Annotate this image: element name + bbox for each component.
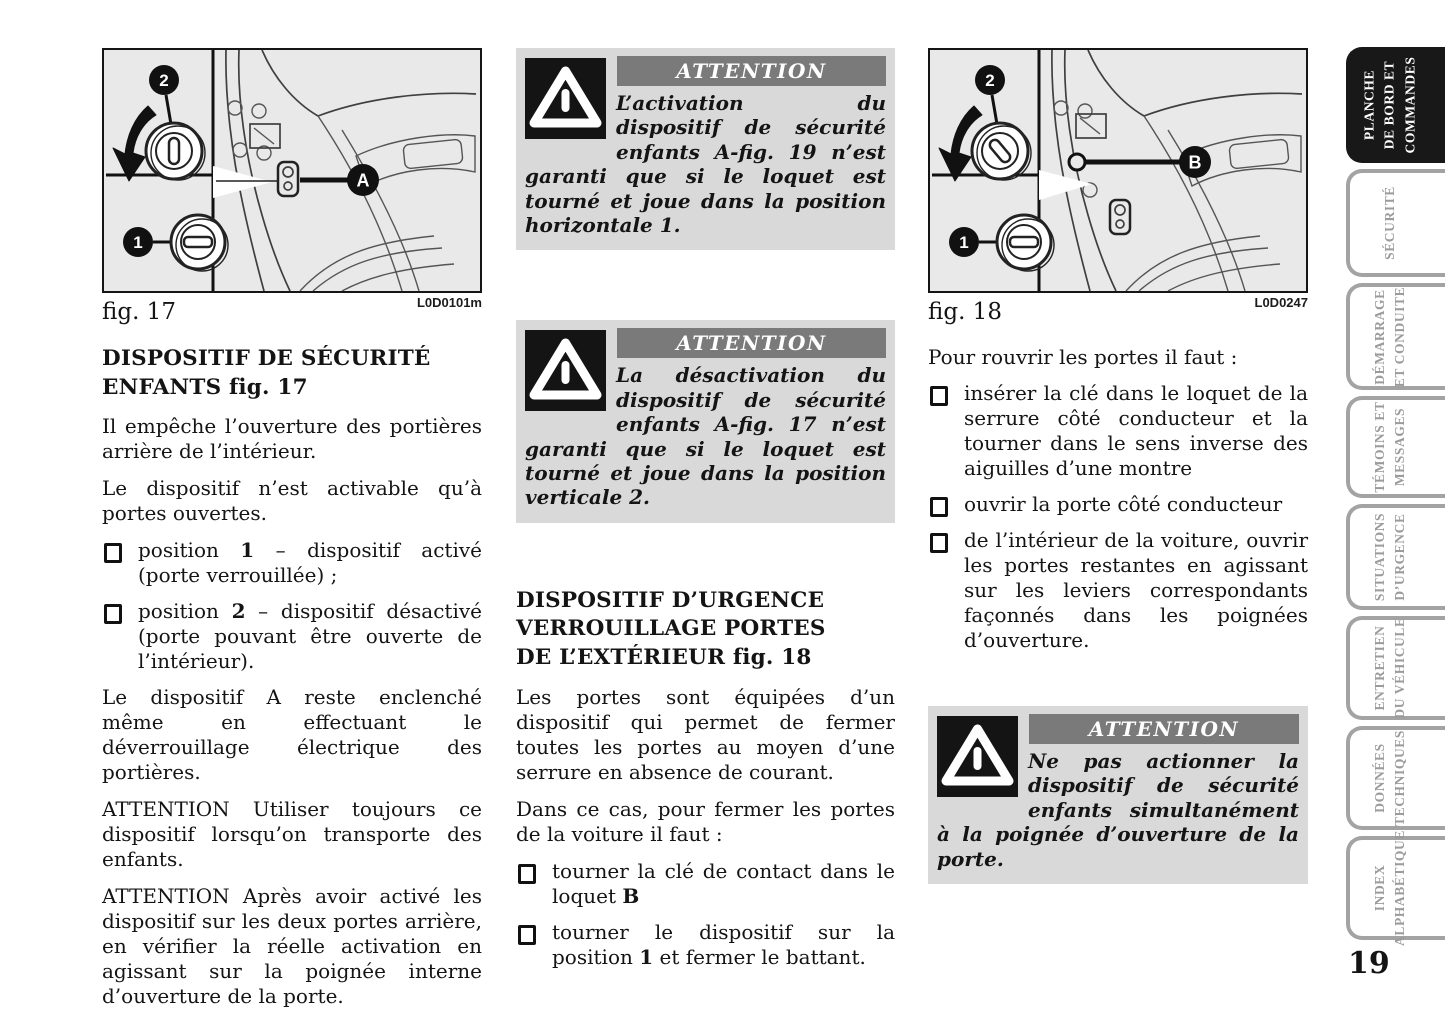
paragraph: Il empêche l’ouverture des portières arrière de l’intérieur. (102, 413, 482, 463)
sidebar-tab-temoins[interactable]: TÉMOINS ET MESSAGES (1346, 396, 1445, 498)
square-bullet-icon (104, 543, 122, 563)
attention-text: L’activation du dispositif de sécurité enfants A-fig. 19 n’est garanti que si le loquet est tourné et joue dans la position horizontale 1. (525, 91, 886, 237)
sidebar-tab-entretien[interactable]: ENTRETIEN DU VÉHICULE (1346, 616, 1445, 720)
svg-text:1: 1 (133, 233, 143, 253)
attention-box (516, 320, 895, 522)
warning-triangle-icon (937, 716, 1018, 797)
right-column (928, 48, 1308, 884)
square-bullet-icon (930, 386, 948, 406)
svg-text:B: B (1188, 152, 1202, 173)
attention-header: ATTENTION (617, 328, 886, 358)
figure-17 (102, 48, 482, 293)
sidebar-tab-demarrage[interactable]: DÉMARRAGE ET CONDUITE (1346, 283, 1445, 390)
list-item: insérer la clé dans le loquet de la serrure côté conducteur et la tourner dans le sens inverse des aiguilles d’une montre (928, 381, 1308, 481)
paragraph: Pour rouvrir les portes il faut : (928, 345, 1238, 369)
figure-17-caption: fig. 17 (102, 299, 176, 325)
attention-header: ATTENTION (1029, 714, 1299, 744)
paragraph: Dans ce cas, pour fermer les portes de la voiture il faut : (516, 797, 895, 847)
attention-header: ATTENTION (617, 56, 886, 86)
section-heading-child-safety: DISPOSITIF DE SÉCURITÉ ENFANTS fig. 17 (102, 346, 431, 400)
square-bullet-icon (518, 925, 536, 945)
paragraph: ATTENTION Après avoir activé les dispositif sur les deux portes arrière, en vérifier la réelle activation en agissant sur la poignée interne d’ouverture de la porte. (102, 883, 482, 1008)
svg-text:2: 2 (985, 71, 995, 91)
list-item: ouvrir la porte côté conducteur (928, 492, 1308, 517)
list-item: de l’intérieur de la voiture, ouvrir les portes restantes en agissant sur les leviers correspondants façonnés dans les poignées d’ouverture. (928, 528, 1308, 653)
middle-column (516, 48, 895, 981)
figure-18-code: L0D0247 (1254, 295, 1308, 310)
left-column (102, 48, 482, 1021)
list-item: position 2 – dispositif désactivé (porte pouvant être ouverte de l’intérieur). (102, 599, 482, 674)
svg-text:2: 2 (159, 71, 169, 91)
svg-text:A: A (356, 170, 370, 191)
figure-18 (928, 48, 1308, 293)
page-number: 19 (1348, 946, 1390, 981)
list-item: position 1 – dispositif activé (porte verrouillée) ; (102, 538, 482, 588)
square-bullet-icon (930, 497, 948, 517)
figure-17-illustration (104, 50, 478, 291)
paragraph: Le dispositif A reste enclenché même en effectuant le déverrouillage électrique des portières. (102, 684, 482, 784)
list-item: tourner la clé de contact dans le loquet B (516, 859, 895, 909)
sidebar-tab-planche-de-bord[interactable]: PLANCHE DE BORD ET COMMANDES (1346, 47, 1445, 163)
sidebar-tab-securite[interactable]: SÉCURITÉ (1346, 169, 1445, 277)
sidebar-tab-donnees[interactable]: DONNÉES TECHNIQUES (1346, 726, 1445, 830)
paragraph: ATTENTION Utiliser toujours ce dispositif lorsqu’on transporte des enfants. (102, 796, 482, 871)
warning-triangle-icon (525, 58, 606, 139)
attention-box (928, 706, 1308, 884)
sidebar-tab-situations-urgence[interactable]: SITUATIONS D’URGENCE (1346, 504, 1445, 610)
square-bullet-icon (104, 604, 122, 624)
section-heading-emergency-lock: DISPOSITIF D’URGENCE VERROUILLAGE PORTES DE L’EXTÉRIEUR fig. 18 (516, 587, 826, 671)
figure-18-illustration (930, 50, 1304, 291)
figure-17-code: L0D0101m (416, 295, 482, 310)
attention-text: La désactivation du dispositif de sécurité enfants A-fig. 17 n’est garanti que si le loquet est tourné et joue dans la position verticale 2. (525, 363, 886, 510)
sidebar-tab-index[interactable]: INDEX ALPHABÉTIQUE (1346, 836, 1445, 940)
warning-triangle-icon (525, 330, 606, 411)
paragraph: Les portes sont équipées d’un dispositif qui permet de fermer toutes les portes au moyen d’une serrure en absence de courant. (516, 685, 895, 785)
figure-18-caption: fig. 18 (928, 299, 1002, 325)
square-bullet-icon (930, 533, 948, 553)
square-bullet-icon (518, 864, 536, 884)
paragraph: Le dispositif n’est activable qu’à portes ouvertes. (102, 475, 482, 525)
attention-box (516, 48, 895, 250)
svg-text:1: 1 (959, 233, 969, 253)
list-item: tourner le dispositif sur la position 1 et fermer le battant. (516, 920, 895, 970)
attention-text: Ne pas actionner la dispositif de sécurité enfants simultanément à la poignée d’ouverture de la porte. (937, 749, 1299, 871)
